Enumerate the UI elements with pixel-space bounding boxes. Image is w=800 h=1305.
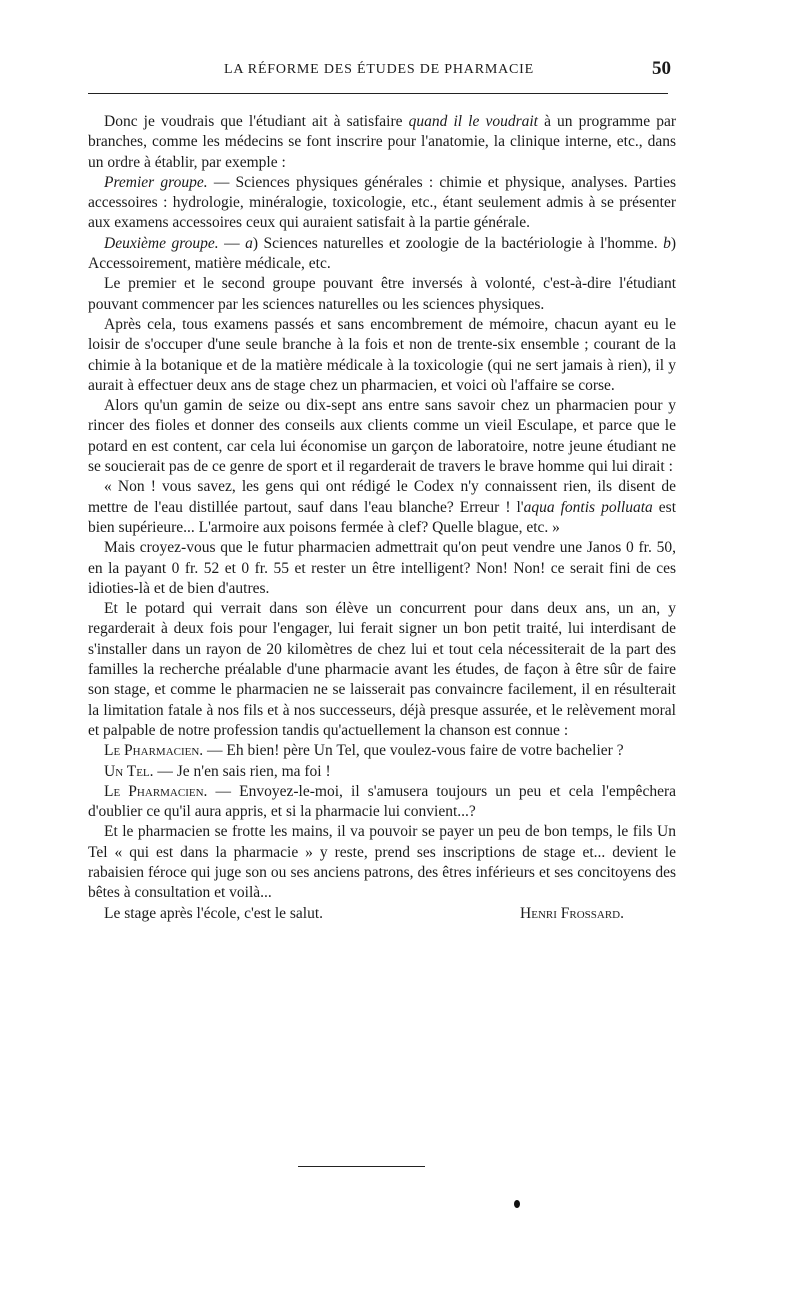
- dialogue-line-2: Un Tel. — Je n'en sais rien, ma foi !: [104, 762, 331, 780]
- paragraph-4: Le premier et le second groupe pouvant être inversés à volonté, c'est-à-dire l'étudiant pouvant commencer par les sciences naturelles ou les sciences physiques.: [88, 275, 676, 313]
- header-rule: [88, 93, 668, 94]
- emphasis-text: quand il le voudrait: [408, 113, 538, 130]
- footer-rule: [298, 1166, 425, 1167]
- printer-dot-mark: [514, 1200, 520, 1208]
- dialogue-line-1: Le Pharmacien. — Eh bien! père Un Tel, que voulez-vous faire de votre bachelier ?: [104, 742, 624, 760]
- closing-line: [88, 904, 676, 924]
- speaker-name: Le Pharmacien.: [104, 782, 208, 800]
- running-header: [88, 60, 670, 84]
- group-heading: Deuxième groupe.: [104, 234, 219, 252]
- dialogue-line-3: Le Pharmacien. — Envoyez-le-moi, il s'amusera toujours un peu et cela l'empêchera d'oublier ce qu'il aura appris, et si la pharmacie lui convient...?: [88, 782, 676, 821]
- group-heading: Premier groupe.: [104, 173, 208, 191]
- author-signature: Henri Frossard.: [520, 904, 624, 922]
- paragraph-6: Alors qu'un gamin de seize ou dix-sept ans entre sans savoir chez un pharmacien pour y rincer des fioles et donner des conseils aux clients comme un vieil Esculape, et parce que le potard en est content, car cela lui économise un garçon de laboratoire, notre jeune étudiant ne se soucierait pas de ce genre de sport et il regarderait de travers le brave homme qui lui dirait :: [88, 397, 676, 476]
- paragraph-deuxieme-groupe: Deuxième groupe. — a) Sciences naturelles et zoologie de la bactériologie à l'homme. b) Accessoirement, matière médicale, etc.: [88, 234, 676, 273]
- paragraph-5: Après cela, tous examens passés et sans encombrement de mémoire, chacun ayant eu le loisir de s'occuper d'une seule branche à la fois et non de trente-six ensemble ; courant de la chimie à la botanique et de la matière médicale à la toxicologie (qui ne sert jamais à rien), il y aurait à effectuer deux ans de stage chez un pharmacien, et voici où l'affaire se corse.: [88, 315, 676, 394]
- running-title: LA RÉFORME DES ÉTUDES DE PHARMACIE: [224, 62, 534, 77]
- article-body: [88, 112, 676, 924]
- paragraph-13: Et le pharmacien se frotte les mains, il va pouvoir se payer un peu de bon temps, le fils Un Tel « qui est dans la pharmacie » y reste, prend ses inscriptions de stage et... devient le rabaisien féroce qui juge son ou ses anciens patrons, des êtres inférieurs et ses concitoyens des bêtes à consultation et voilà...: [88, 823, 676, 902]
- paragraph-premier-groupe: Premier groupe. — Sciences physiques générales : chimie et physique, analyses. Parties accessoires : hydrologie, minéralogie, toxicologie, etc., étant seulement admis à se présenter aux examens accessoires ceux qui auraient satisfait à la partie générale.: [88, 173, 676, 232]
- paragraph-quote: « Non ! vous savez, les gens qui ont rédigé le Codex n'y connaissent rien, ils disent de mettre de l'eau distillée partout, sauf dans l'eau blanche? Erreur ! l'aqua fontis polluata est bien supérieure... L'armoire aux poisons fermée à clef? Quelle blague, etc. »: [88, 478, 676, 536]
- speaker-name: Le Pharmacien.: [104, 742, 204, 760]
- speaker-name: Un Tel.: [104, 762, 154, 780]
- paragraph-9: Et le potard qui verrait dans son élève un concurrent pour dans deux ans, un an, y regarderait à deux fois pour l'engager, lui ferait signer un bon petit traité, lui interdisant de s'installer dans un rayon de 20 kilomètres de chez lui et tout cela nécessiterait de la part des familles la recherche préalable d'une pharmacie avant les études, de façon à être sûr de faire son stage, et comme le pharmacien ne se laisserait pas convaincre facilement, il en résulterait la limitation fatale à nos fils et à nos successeurs, déjà presque assurée, et le relèvement moral et palpable de notre profession tandis qu'actuellement la chanson est connue :: [88, 600, 676, 739]
- closing-text: Le stage après l'école, c'est le salut.: [104, 904, 324, 922]
- page-number: 50: [652, 58, 671, 79]
- paragraph-1: Donc je voudrais que l'étudiant ait à satisfaire quand il le voudrait à un programme par branches, comme les médecins se font inscrire pour l'anatomie, la clinique interne, etc., dans un ordre à établir, par exemple :: [88, 113, 676, 171]
- paragraph-8: Mais croyez-vous que le futur pharmacien admettrait qu'on peut vendre une Janos 0 fr. 50, en la payant 0 fr. 52 et 0 fr. 55 et rester un être intelligent? Non! Non! ce serait fini de ces idioties-là et de bien d'autres.: [88, 539, 676, 597]
